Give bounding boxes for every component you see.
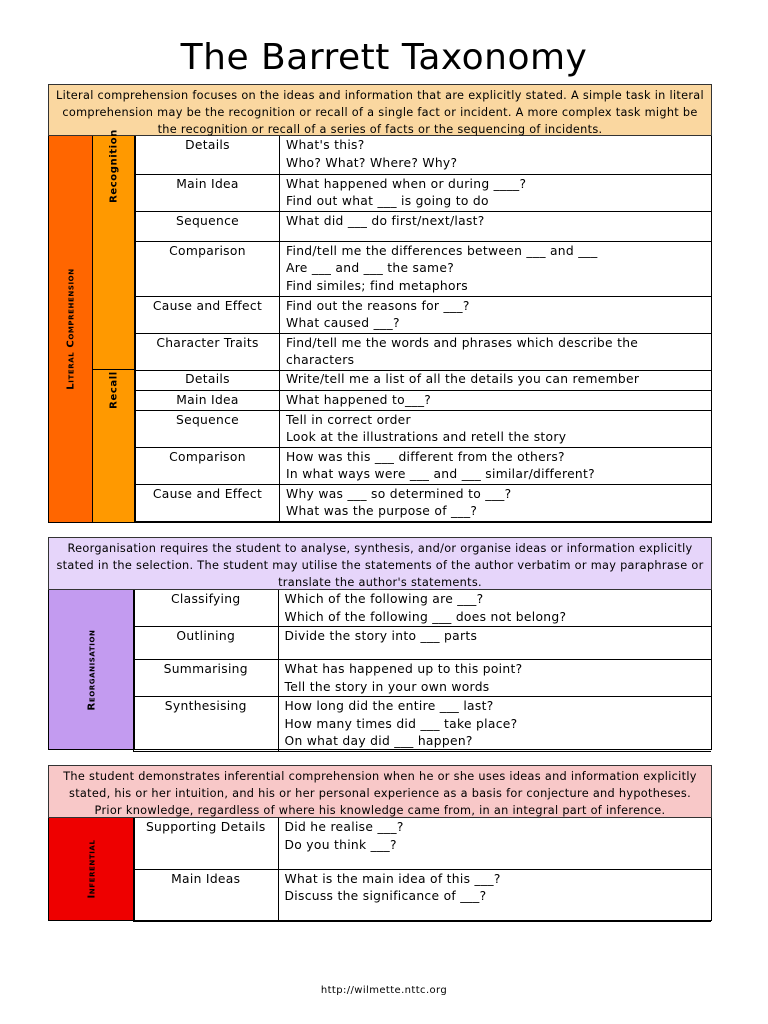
question-line: Divide the story into ___ parts bbox=[284, 629, 478, 643]
question-line: On what day did ___ happen? bbox=[284, 734, 473, 748]
literal-bar bbox=[49, 136, 93, 522]
inferential-intro: The student demonstrates inferential comprehension when he or she uses ideas and information explicitly stated, his or her intuition, and his or her personal experience as a basis for conjecture and hypotheses. Prior knowledge, regardless of where his knowledge came from, in an integral part of inference. bbox=[48, 765, 712, 818]
questions-cell bbox=[280, 136, 712, 174]
table-row bbox=[136, 410, 712, 447]
category-cell: Main Ideas bbox=[134, 869, 279, 921]
reorganisation-bar bbox=[49, 590, 135, 749]
table-row bbox=[136, 211, 712, 241]
reorganisation-section bbox=[48, 537, 712, 750]
recall-bar bbox=[93, 370, 135, 522]
category-cell: Supporting Details bbox=[134, 818, 279, 869]
category-cell: Character Traits bbox=[136, 333, 280, 370]
literal-section bbox=[48, 84, 712, 523]
question-line: What's this? bbox=[286, 138, 365, 152]
table-row bbox=[136, 484, 712, 521]
question-line: How was this ___ different from the others? bbox=[286, 449, 565, 464]
reorganisation-label: Reorganisation bbox=[86, 629, 97, 710]
category-cell: Details bbox=[136, 370, 280, 390]
questions-cell bbox=[280, 447, 712, 484]
literal-intro: Literal comprehension focuses on the ideas and information that are explicitly stated. A simple task in literal comprehension may be the recognition or recall of a single fact or incident. A more complex task might be the recognition or recall of a series of facts or the sequencing of incidents. bbox=[48, 84, 712, 136]
table-row bbox=[136, 390, 712, 410]
inferential-bar bbox=[49, 818, 135, 920]
question-line: Find out what ___ is going to do bbox=[286, 194, 489, 208]
question-line: Find similes; find metaphors bbox=[286, 278, 468, 293]
reorganisation-body bbox=[48, 590, 712, 750]
category-cell: Sequence bbox=[136, 410, 280, 447]
table-row bbox=[134, 627, 712, 660]
literal-label: Literal Comprehension bbox=[65, 268, 76, 390]
question-line: What happened when or during ____? bbox=[286, 176, 527, 191]
category-cell: Comparison bbox=[136, 447, 280, 484]
recognition-bar bbox=[93, 129, 135, 370]
category-cell: Main Idea bbox=[136, 174, 280, 211]
question-line: What is the main idea of this ___? bbox=[284, 871, 501, 886]
category-cell: Cause and Effect bbox=[136, 296, 280, 333]
questions-cell bbox=[280, 410, 712, 447]
questions-cell bbox=[278, 697, 711, 752]
question-line: Why was ___ so determined to ___? bbox=[286, 486, 512, 501]
question-line: What was the purpose of ___? bbox=[286, 504, 478, 518]
recall-label: Recall bbox=[108, 371, 119, 409]
inferential-label: Inferential bbox=[86, 839, 97, 899]
table-row bbox=[134, 660, 712, 697]
category-cell: Main Idea bbox=[136, 390, 280, 410]
inferential-table bbox=[133, 818, 711, 922]
question-line: What happened to___? bbox=[286, 392, 432, 407]
questions-cell bbox=[278, 660, 711, 697]
questions-cell bbox=[280, 296, 712, 333]
questions-cell bbox=[280, 211, 712, 241]
table-row bbox=[136, 136, 712, 174]
category-cell: Outlining bbox=[134, 627, 279, 660]
category-cell: Synthesising bbox=[134, 697, 279, 752]
question-line: Are ___ and ___ the same? bbox=[286, 261, 455, 275]
question-line: Tell the story in your own words bbox=[284, 679, 490, 694]
reorganisation-table bbox=[133, 590, 711, 752]
question-line: Tell in correct order bbox=[286, 412, 411, 427]
question-line: Find/tell me the differences between ___ and ___ bbox=[286, 243, 598, 258]
questions-cell bbox=[280, 241, 712, 296]
question-line: characters bbox=[286, 353, 355, 367]
question-line: How many times did ___ take place? bbox=[284, 716, 518, 731]
literal-body bbox=[48, 129, 712, 523]
table-row bbox=[134, 869, 712, 921]
question-line: Which of the following are ___? bbox=[284, 592, 484, 606]
question-line: Look at the illustrations and retell the story bbox=[286, 430, 567, 444]
category-cell: Details bbox=[136, 136, 280, 174]
table-row bbox=[134, 818, 712, 869]
question-line: Find/tell me the words and phrases which describe the bbox=[286, 335, 639, 350]
question-line: What has happened up to this point? bbox=[284, 662, 523, 676]
reorganisation-intro: Reorganisation requires the student to analyse, synthesis, and/or organise ideas or information explicitly stated in the selection. The student may utilise the statements of the author verbatim or may paraphrase or translate the author's statements. bbox=[48, 537, 712, 590]
questions-cell bbox=[278, 590, 711, 627]
table-row bbox=[136, 370, 712, 390]
questions-cell bbox=[278, 818, 711, 869]
questions-cell bbox=[280, 370, 712, 390]
questions-cell bbox=[278, 627, 711, 660]
recall-table bbox=[135, 370, 711, 522]
table-row bbox=[136, 174, 712, 211]
page-title: The Barrett Taxonomy bbox=[180, 37, 588, 78]
question-line: Which of the following ___ does not belong? bbox=[284, 609, 567, 624]
category-cell: Summarising bbox=[134, 660, 279, 697]
question-line: Did he realise ___? bbox=[284, 820, 404, 834]
questions-cell bbox=[278, 869, 711, 921]
recognition-table bbox=[135, 136, 711, 371]
footer-url: http://wilmette.nttc.org bbox=[320, 985, 448, 996]
question-line: Discuss the significance of ___? bbox=[284, 889, 487, 903]
question-line: What did ___ do first/next/last? bbox=[286, 213, 485, 228]
question-line: Write/tell me a list of all the details you can remember bbox=[286, 372, 640, 386]
question-line: How long did the entire ___ last? bbox=[284, 699, 494, 713]
category-cell: Comparison bbox=[136, 241, 280, 296]
questions-cell bbox=[280, 390, 712, 410]
table-row bbox=[134, 590, 712, 627]
table-row bbox=[136, 241, 712, 296]
recognition-label: Recognition bbox=[108, 129, 119, 203]
table-row bbox=[136, 296, 712, 333]
category-cell: Classifying bbox=[134, 590, 279, 627]
questions-cell bbox=[280, 484, 712, 521]
inferential-body bbox=[48, 818, 712, 921]
category-cell: Sequence bbox=[136, 211, 280, 241]
inferential-section bbox=[48, 765, 712, 921]
question-line: What caused ___? bbox=[286, 316, 400, 330]
table-row bbox=[136, 333, 712, 370]
question-line: Who? What? Where? Why? bbox=[286, 155, 458, 170]
question-line: Do you think ___? bbox=[284, 837, 397, 852]
question-line: In what ways were ___ and ___ similar/different? bbox=[286, 467, 595, 481]
questions-cell bbox=[280, 333, 712, 370]
table-row bbox=[136, 447, 712, 484]
category-cell: Cause and Effect bbox=[136, 484, 280, 521]
questions-cell bbox=[280, 174, 712, 211]
question-line: Find out the reasons for ___? bbox=[286, 298, 470, 313]
table-row bbox=[134, 697, 712, 752]
